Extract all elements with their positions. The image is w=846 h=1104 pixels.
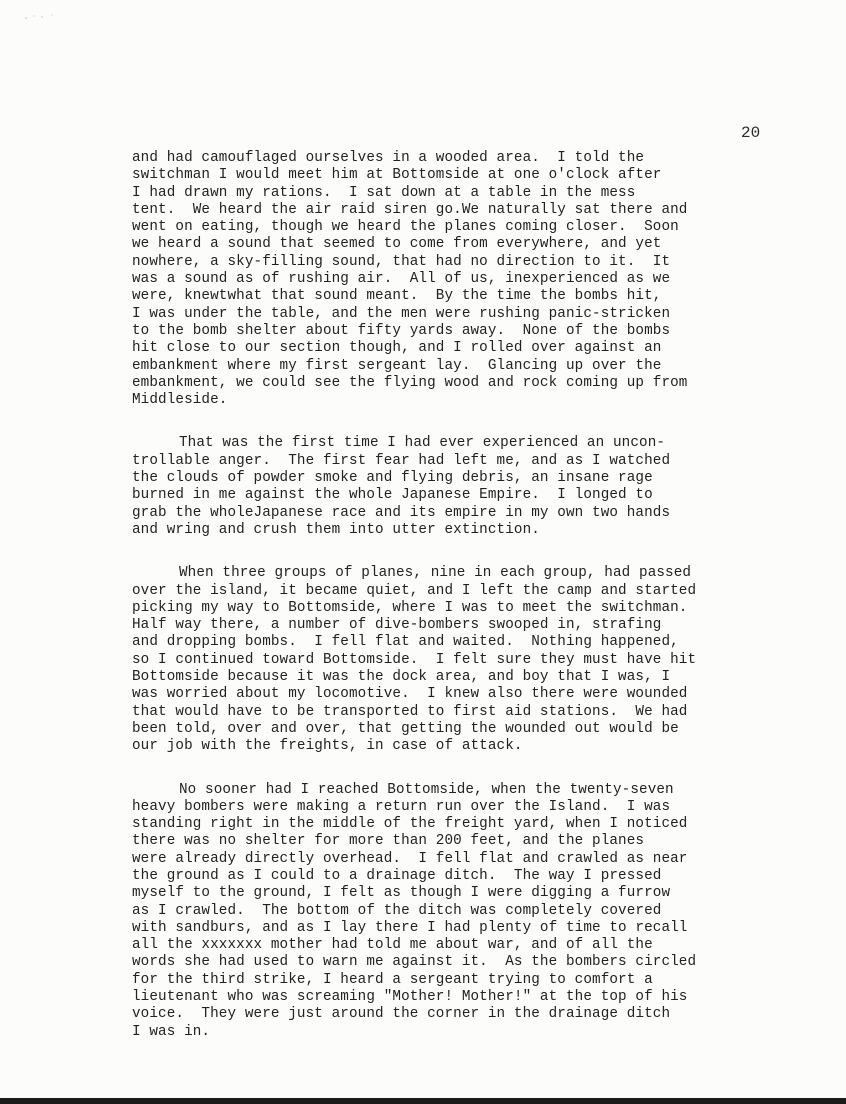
text-line: I was under the table, and the men were rushing panic-stricken [132, 305, 671, 322]
text-line: myself to the ground, I felt as though I were digging a furrow [132, 885, 671, 902]
text-line: and dropping bombs. I fell flat and waited. Nothing happened, [132, 634, 679, 651]
text-line: over the island, it became quiet, and I left the camp and started [132, 582, 697, 599]
text-line: Middleside. [132, 392, 228, 409]
scan-edge-bar [0, 1098, 846, 1104]
paper-speck-mark [22, 12, 62, 22]
text-line: with sandburs, and as I lay there I had plenty of time to recall [132, 919, 688, 936]
text-line: went on eating, though we heard the planes coming closer. Soon [132, 219, 679, 236]
text-line: trollable anger. The first fear had left me, and as I watched [132, 452, 671, 469]
text-line: lieutenant who was screaming "Mother! Mother!" at the top of his [132, 989, 688, 1006]
text-line: and wring and crush them into utter extinction. [132, 521, 540, 538]
text-line: grab the wholeJapanese race and its empire in my own two hands [132, 504, 671, 521]
text-line: I had drawn my rations. I sat down at a table in the mess [132, 184, 636, 201]
text-line: embankment, we could see the flying wood and rock coming up from [132, 374, 688, 391]
text-line: there was no shelter for more than 200 feet, and the planes [132, 833, 645, 850]
text-line: When three groups of planes, nine in each group, had passed [179, 565, 692, 582]
text-line: the clouds of powder smoke and flying debris, an insane rage [132, 470, 653, 487]
text-line: and had camouflaged ourselves in a wooded area. I told the [132, 150, 645, 166]
text-line: picking my way to Bottomside, where I was to meet the switchman. [132, 599, 688, 616]
text-line: standing right in the middle of the freight yard, when I noticed [132, 816, 688, 833]
text-line: we heard a sound that seemed to come from everywhere, and yet [132, 236, 662, 253]
text-line: voice. They were just around the corner in the drainage ditch [132, 1006, 671, 1023]
text-line: tent. We heard the air raid siren go.We naturally sat there and [132, 201, 688, 218]
text-line: so I continued toward Bottomside. I felt sure they must have hit [132, 651, 697, 668]
paragraph-1 [132, 150, 782, 409]
text-line: as I crawled. The bottom of the ditch was completely covered [132, 902, 662, 919]
paragraph-4 [132, 782, 782, 1041]
text-line: all the xxxxxxx mother had told me about war, and of all the [132, 937, 653, 954]
text-line: burned in me against the whole Japanese Empire. I longed to [132, 487, 653, 504]
text-line: to the bomb shelter about fifty yards away. None of the bombs [132, 322, 671, 339]
typewritten-text [132, 150, 782, 1041]
text-line: embankment where my first sergeant lay. Glancing up over the [132, 357, 662, 374]
text-line: That was the first time I had ever experienced an uncon- [179, 435, 666, 452]
text-line: I was in. [132, 1023, 211, 1040]
text-line: were, knewtwhat that sound meant. By the time the bombs hit, [132, 288, 662, 305]
text-line: Bottomside because it was the dock area, and boy that I was, I [132, 669, 671, 686]
text-line: been told, over and over, that getting the wounded out would be [132, 720, 679, 737]
text-line: hit close to our section though, and I rolled over against an [132, 340, 662, 357]
text-line: heavy bombers were making a return run over the Island. I was [132, 798, 671, 815]
text-line: No sooner had I reached Bottomside, when the twenty-seven [179, 781, 674, 798]
text-line: Half way there, a number of dive-bombers swooped in, strafing [132, 617, 662, 634]
text-line: our job with the freights, in case of attack. [132, 738, 523, 755]
page-number: 20 [741, 124, 761, 142]
text-line: for the third strike, I heard a sergeant trying to comfort a [132, 971, 653, 988]
text-line: was worried about my locomotive. I knew also there were wounded [132, 686, 688, 703]
paragraph-2 [132, 435, 782, 539]
text-line: the ground as I could to a drainage ditch. The way I pressed [132, 867, 662, 884]
text-line: was a sound as of rushing air. All of us, inexperienced as we [132, 271, 671, 288]
paragraph-3 [132, 565, 782, 755]
text-line: were already directly overhead. I fell flat and crawled as near [132, 850, 688, 867]
text-line: words she had used to warn me against it. As the bombers circled [132, 954, 697, 971]
text-line: that would have to be transported to first aid stations. We had [132, 703, 688, 720]
text-line: nowhere, a sky-filling sound, that had no direction to it. It [132, 253, 671, 270]
text-line: switchman I would meet him at Bottomside at one o'clock after [132, 167, 662, 184]
